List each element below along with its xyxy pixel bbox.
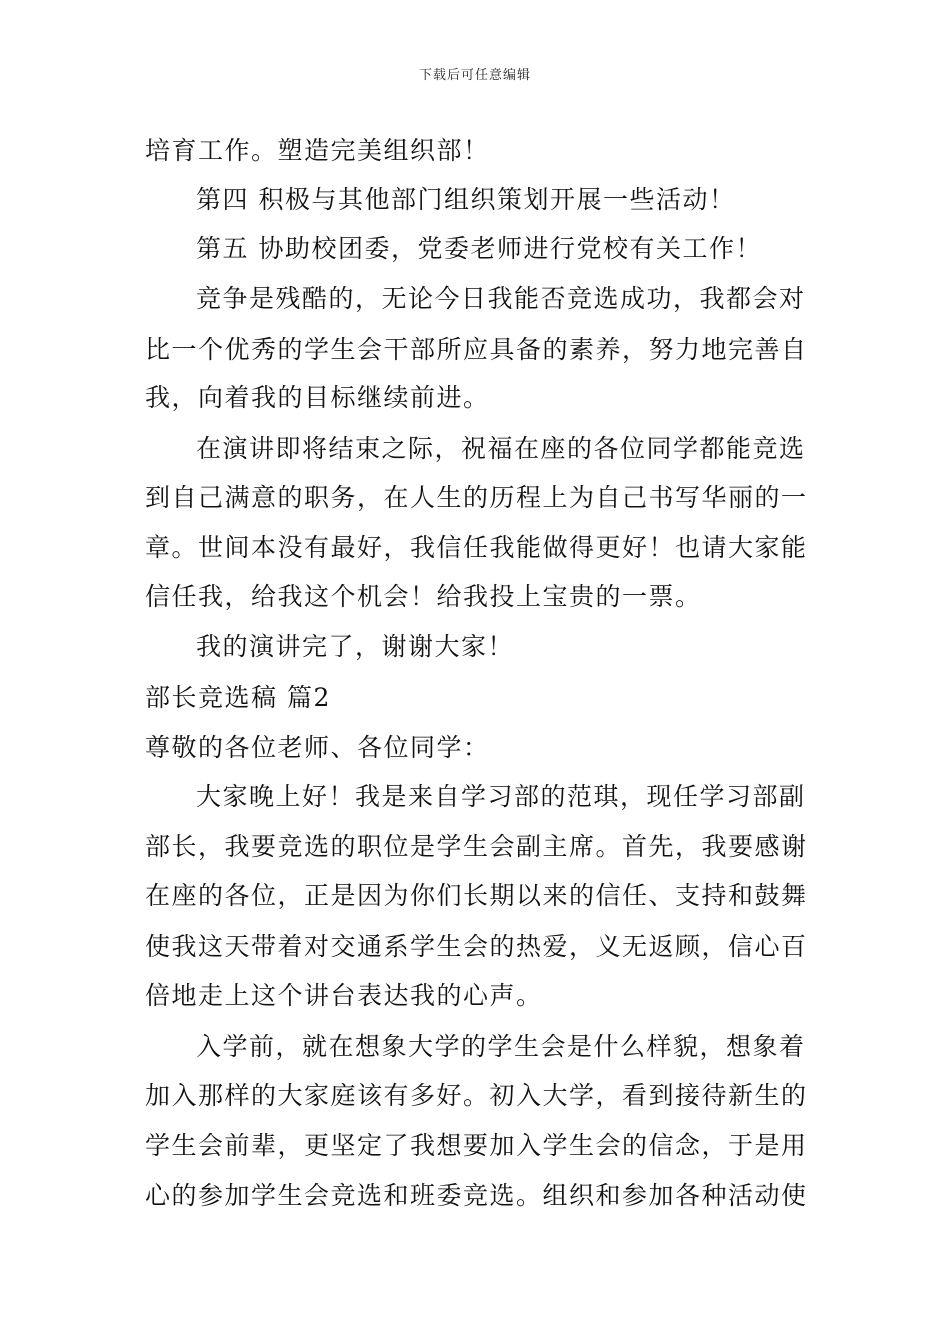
text-line: 我的演讲完了，谢谢大家！: [196, 632, 515, 661]
text-line: 章。世间本没有最好，我信任我能做得更好！也请大家能: [145, 533, 808, 562]
text-line: 使我这天带着对交通系学生会的热爱，义无返顾，信心百: [145, 932, 808, 961]
text-line: 大家晚上好！我是来自学习部的范琪，现任学习部副: [196, 782, 806, 811]
text-line: 第四 积极与其他部门组织策划开展一些活动！: [196, 185, 736, 214]
text-line: 我，向着我的目标继续前进。: [145, 383, 490, 412]
text-line: 入学前，就在想象大学的学生会是什么样貌，想象着: [196, 1032, 806, 1061]
text-line: 在座的各位，正是因为你们长期以来的信任、支持和鼓舞: [145, 881, 808, 910]
text-line: 倍地走上这个讲台表达我的心声。: [145, 981, 543, 1010]
text-line: 培育工作。塑造完美组织部！: [145, 136, 490, 165]
salutation: 尊敬的各位老师、各位同学：: [145, 733, 490, 762]
text-line: 心的参加学生会竞选和班委竞选。组织和参加各种活动使: [145, 1181, 808, 1210]
text-line: 加入那样的大家庭该有多好。初入大学，看到接待新生的: [145, 1081, 808, 1110]
text-line: 学生会前辈，更坚定了我想要加入学生会的信念，于是用: [145, 1131, 808, 1160]
text-line: 部长，我要竞选的职位是学生会副主席。首先，我要感谢: [145, 832, 808, 861]
text-line: 比一个优秀的学生会干部所应具备的素养，努力地完善自: [145, 335, 808, 364]
text-line: 信任我，给我这个机会！给我投上宝贵的一票。: [145, 582, 702, 611]
page-header-note: 下载后可任意编辑: [418, 68, 531, 83]
section-heading: 部长竞选稿 篇2: [145, 683, 331, 712]
text-line: 在演讲即将结束之际，祝福在座的各位同学都能竞选: [196, 434, 806, 463]
text-line: 竞争是残酷的，无论今日我能否竞选成功，我都会对: [196, 284, 806, 313]
text-line: 到自己满意的职务，在人生的历程上为自己书写华丽的一: [145, 483, 808, 512]
text-line: 第五 协助校团委，党委老师进行党校有关工作！: [196, 234, 762, 263]
